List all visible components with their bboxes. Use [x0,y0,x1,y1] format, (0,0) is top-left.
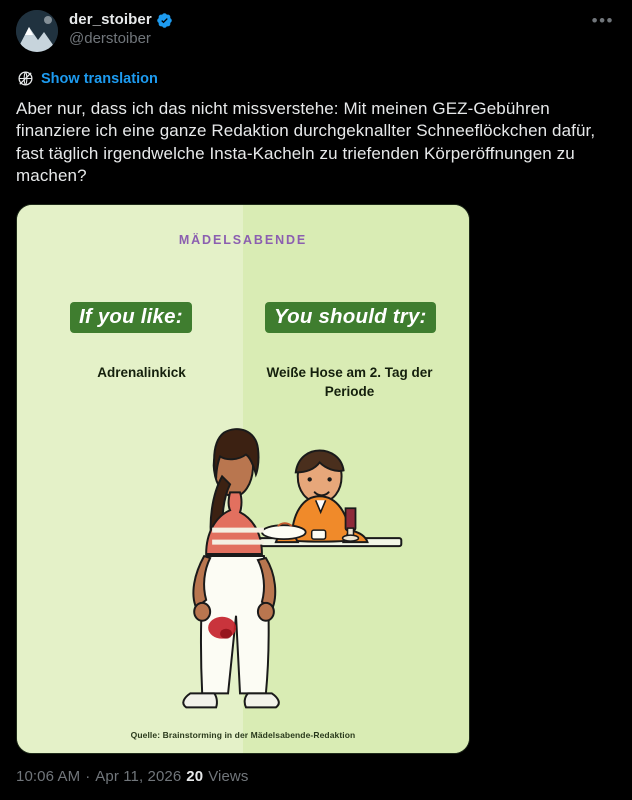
tweet-media-image[interactable] [16,204,470,754]
views-label: Views [208,767,249,785]
avatar[interactable] [16,10,58,52]
translate-icon [17,70,34,87]
views-count: 20 [186,767,204,785]
verified-badge-icon [156,12,173,29]
media-kicker: MÄDELSABENDE [178,232,308,247]
date: Apr 11, 2026 [95,767,182,785]
media-right-subtitle: Weiße Hose am 2. Tag der Periode [266,364,433,400]
footer-separator: · [85,767,91,785]
tweet-footer [16,768,616,785]
tweet-header [16,10,616,52]
more-options-icon[interactable]: ••• [591,11,614,30]
author-names [69,10,575,48]
show-translation-label[interactable]: Show translation [41,70,158,87]
media-left-subtitle: Adrenalinkick [97,364,186,380]
illustration [17,380,469,750]
handle[interactable]: @derstoiber [69,30,151,47]
tweet-text: Aber nur, dass ich das nicht missverstehe: Mit meinen GEZ-Gebühren finanziere ich eine ganze Redaktion durchgeknallter Schneeflöckchen dafür, fast täglich irgendwelche Insta-Kacheln zu triefenden Körperöffnungen zu machen? [16,99,600,186]
show-translation-row[interactable] [17,70,616,87]
avatar-image [16,10,58,52]
media-left-headline: If you like: [70,302,192,333]
media-right-headline: You should try: [265,302,436,333]
display-name[interactable]: der_stoiber [69,11,152,28]
display-name-row [69,11,575,29]
media-source-note: Quelle: Brainstorming in der Mädelsabende-Redaktion [130,729,356,740]
illustration-woman [183,429,279,707]
timestamp: 10:06 AM [16,767,81,785]
